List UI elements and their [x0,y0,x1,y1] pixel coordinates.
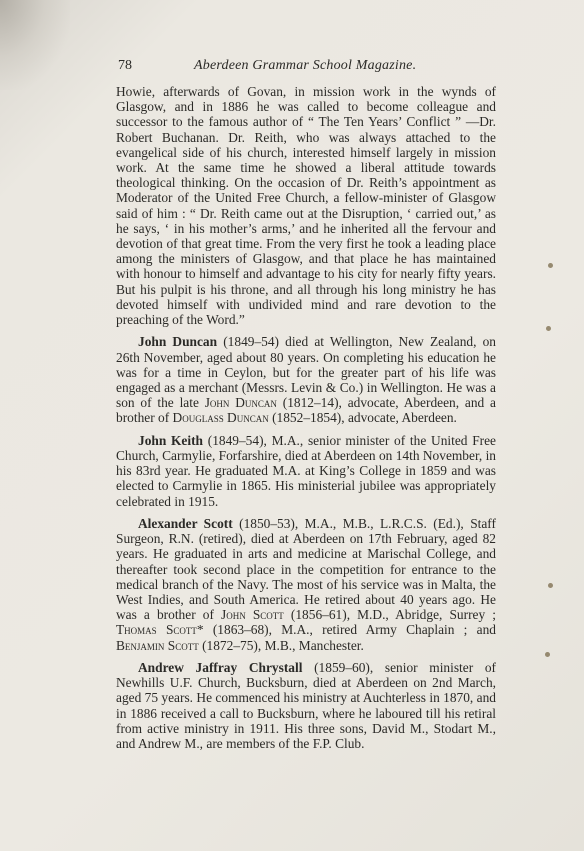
margin-speck [548,583,553,588]
obituary-name: John Duncan [138,334,218,350]
margin-speck [548,263,553,268]
paragraph-text: (1852–1854), advocate, Aberdeen. [268,410,457,426]
paragraph-text: (1849–54), M.A., senior minister of the United Free Church, Carmylie, Forfarshire, died at Aberdeen on 14th November, in his 83rd year. He graduated M.A. at King’s College in 1859 and was elected to Carmylie in 1865. His ministerial jubilee was appropriately celebrated in 1915. [116,432,496,509]
page-header [118,58,498,78]
paragraph-text: (1863–68), M.A., retired Army Chaplain ; and [203,622,496,638]
page-corner-shadow [0,0,70,90]
paragraph-reith [116,84,496,327]
related-name: John Scott [221,607,284,623]
related-name: Benjamin Scott [116,637,199,653]
obituary-name: Alexander Scott [138,516,233,532]
related-name: John Duncan [204,395,277,411]
page-number: 78 [118,58,132,73]
paragraph-text: (1859–60), senior minister of Newhills U.F. Church, Bucksburn, died at Aberdeen on 2nd March, aged 75 years. He commenced his ministry at Auchterless in 1870, and in 1886 received a call to Bucksburn, where he laboured till his retiral from active ministry in 1911. His three sons, David M., Stodart M., and Andrew M., are members of the F.P. Club. [116,660,496,752]
paragraph-text: (1850–53), M.A., M.B., L.R.C.S. (Ed.), Staff Surgeon, R.N. (retired), died at Aberdeen on 17th February, aged 82 years. He graduated in arts and medicine at Marischal College, and thereafter took second place in the competition for entrance to the medical branch of the Navy. The most of his service was in Malta, the West Indies, and South America. He retired about 40 years ago. He was a brother of [116,516,496,623]
article-body [116,84,496,758]
paragraph-text: (1849–54) died at Wellington, New Zealand, on 26th November, aged about 80 years. On completing his education he was for a time in Ceylon, but for the greater part of his life was engaged as a merchant (Messrs. Levin & Co.) in Wellington. He was a son of the late [116,334,496,411]
running-title: Aberdeen Grammar School Magazine. [194,58,417,73]
paragraph-text: (1812–14), advocate, Aberdeen, and a brother of [116,395,496,426]
related-name: Douglass Duncan [172,410,269,426]
obituary-name: John Keith [138,432,204,448]
paragraph-text: Howie, afterwards of Govan, in mission work in the wynds of Glasgow, and in 1886 he was called to become colleague and successor to the famous author of “ The Ten Years’ Conflict ” —Dr. Robert Buchanan. Dr. Reith, who was always attached to the evangelical side of his church, interested himself largely in mission work. At the same time he showed a liberal attitude towards theological thinking. On the occasion of Dr. Reith’s appointment as Moderator of the United Free Church, a fellow-minister of Glasgow said of him : “ Dr. Reith came out at the Disruption, ‘ carried out,’ as he says, ‘ in his mother’s arms,’ and he inherited all the fervour and devotion of that great time. From the very first he took a leading place among the ministers of Glasgow, and that place he has maintained with honour to himself and advantage to his city for nearly fifty years. But his pulpit is his throne, and all through his long ministry he has devoted himself with undivided mind and rare devotion to the preaching of the Word.” [116,84,496,328]
paragraph-andrew-chrystall [116,660,496,751]
margin-speck [546,326,551,331]
paragraph-text: (1856–61), M.D., Abridge, Surrey ; [283,607,496,623]
margin-speck [545,652,550,657]
obituary-name: Andrew Jaffray Chrystall [138,660,303,676]
paragraph-alexander-scott [116,516,496,653]
paragraph-text: (1872–75), M.B., Manchester. [198,637,364,653]
paragraph-john-duncan [116,334,496,425]
related-name: Thomas Scott* [116,622,204,638]
paragraph-john-keith [116,433,496,509]
